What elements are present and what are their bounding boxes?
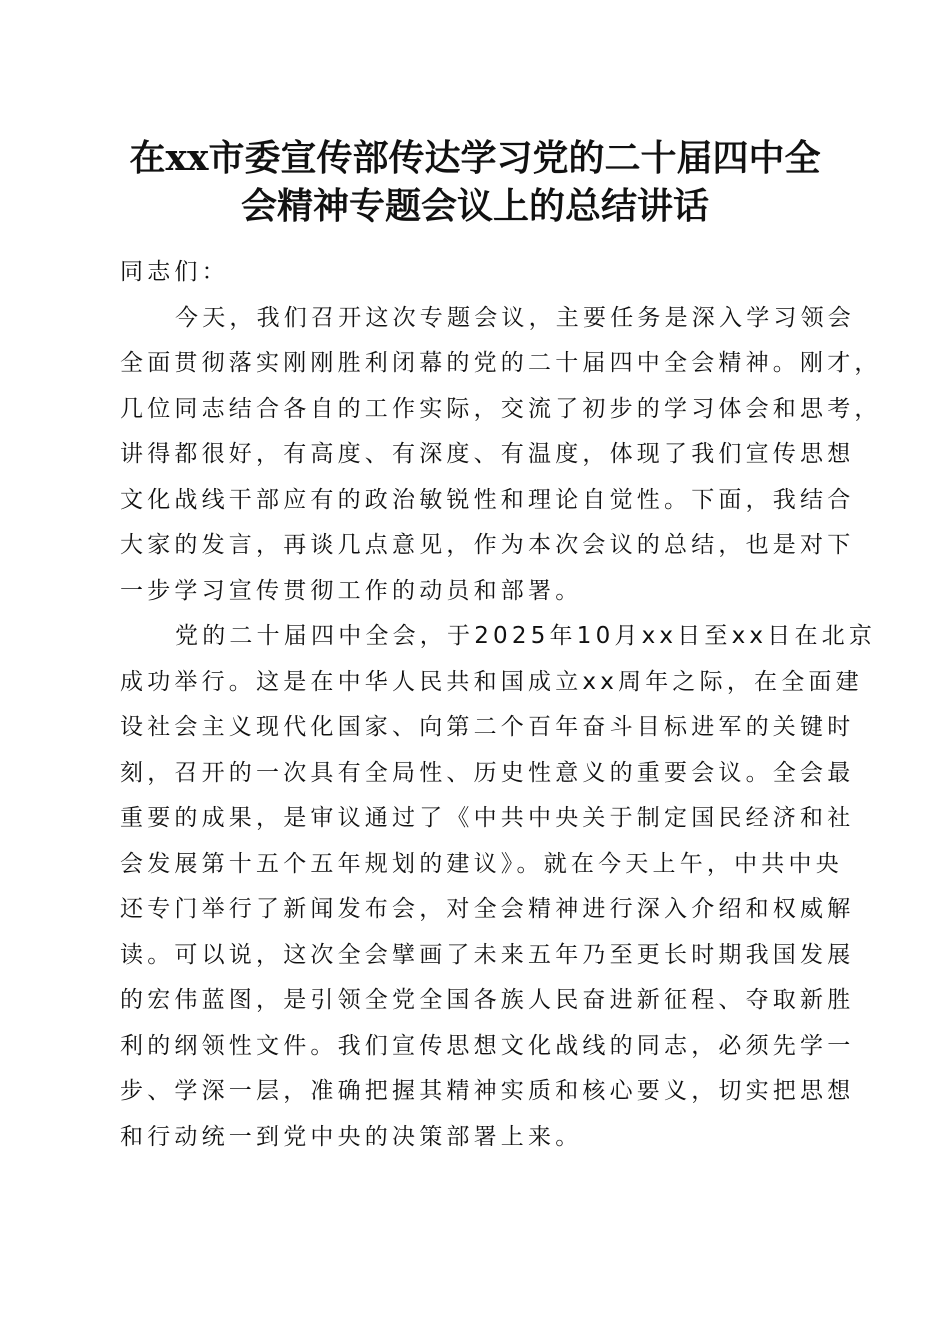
- paragraph-line: 刻，召开的一次具有全局性、历史性意义的重要会议。全会最: [120, 759, 855, 786]
- paragraph-line: 一步学习宣传贯彻工作的动员和部署。: [120, 577, 583, 604]
- paragraph-line: 今天，我们召开这次专题会议，主要任务是深入学习领会: [175, 304, 855, 331]
- paragraph-line: 党的二十届四中全会，于2025年10月xx日至xx日在北京: [175, 623, 877, 649]
- paragraph-line: 大家的发言，再谈几点意见，作为本次会议的总结，也是对下: [120, 532, 855, 558]
- salutation: 同志们：: [120, 259, 229, 285]
- paragraph-line: 会发展第十五个五年规划的建议》。就在今天上午，中共中央: [120, 850, 843, 877]
- paragraph-1: [120, 296, 882, 615]
- paragraph-line: 成功举行。这是在中华人民共和国成立xx周年之际，在全面建: [120, 668, 863, 695]
- paragraph-2: [120, 614, 877, 1160]
- paragraph-line: 读。可以说，这次全会擘画了未来五年乃至更长时期我国发展: [120, 941, 855, 968]
- document-title: [100, 134, 850, 230]
- title-line: 在xx市委宣传部传达学习党的二十届四中全: [129, 137, 821, 179]
- paragraph-line: 几位同志结合各自的工作实际，交流了初步的学习体会和思考，: [120, 395, 882, 422]
- paragraph-line: 全面贯彻落实刚刚胜利闭幕的党的二十届四中全会精神。刚才，: [120, 350, 882, 376]
- paragraph-line: 设社会主义现代化国家、向第二个百年奋斗目标进军的关键时: [120, 714, 855, 740]
- paragraph-line: 还专门举行了新闻发布会，对全会精神进行深入介绍和权威解: [120, 896, 855, 922]
- paragraph-line: 文化战线干部应有的政治敏锐性和理论自觉性。下面，我结合: [120, 486, 855, 513]
- paragraph-line: 和行动统一到党中央的决策部署上来。: [120, 1123, 583, 1150]
- document-body: [120, 250, 882, 1160]
- paragraph-line: 重要的成果，是审议通过了《中共中央关于制定国民经济和社: [120, 805, 855, 831]
- paragraph-line: 利的纲领性文件。我们宣传思想文化战线的同志，必须先学一: [120, 1032, 855, 1059]
- paragraph-line: 步、学深一层，准确把握其精神实质和核心要义，切实把思想: [120, 1078, 855, 1104]
- paragraph-line: 的宏伟蓝图，是引领全党全国各族人民奋进新征程、夺取新胜: [120, 987, 855, 1013]
- title-line: 会精神专题会议上的总结讲话: [240, 185, 709, 227]
- paragraph-line: 讲得都很好，有高度、有深度、有温度，体现了我们宣传思想: [120, 441, 855, 467]
